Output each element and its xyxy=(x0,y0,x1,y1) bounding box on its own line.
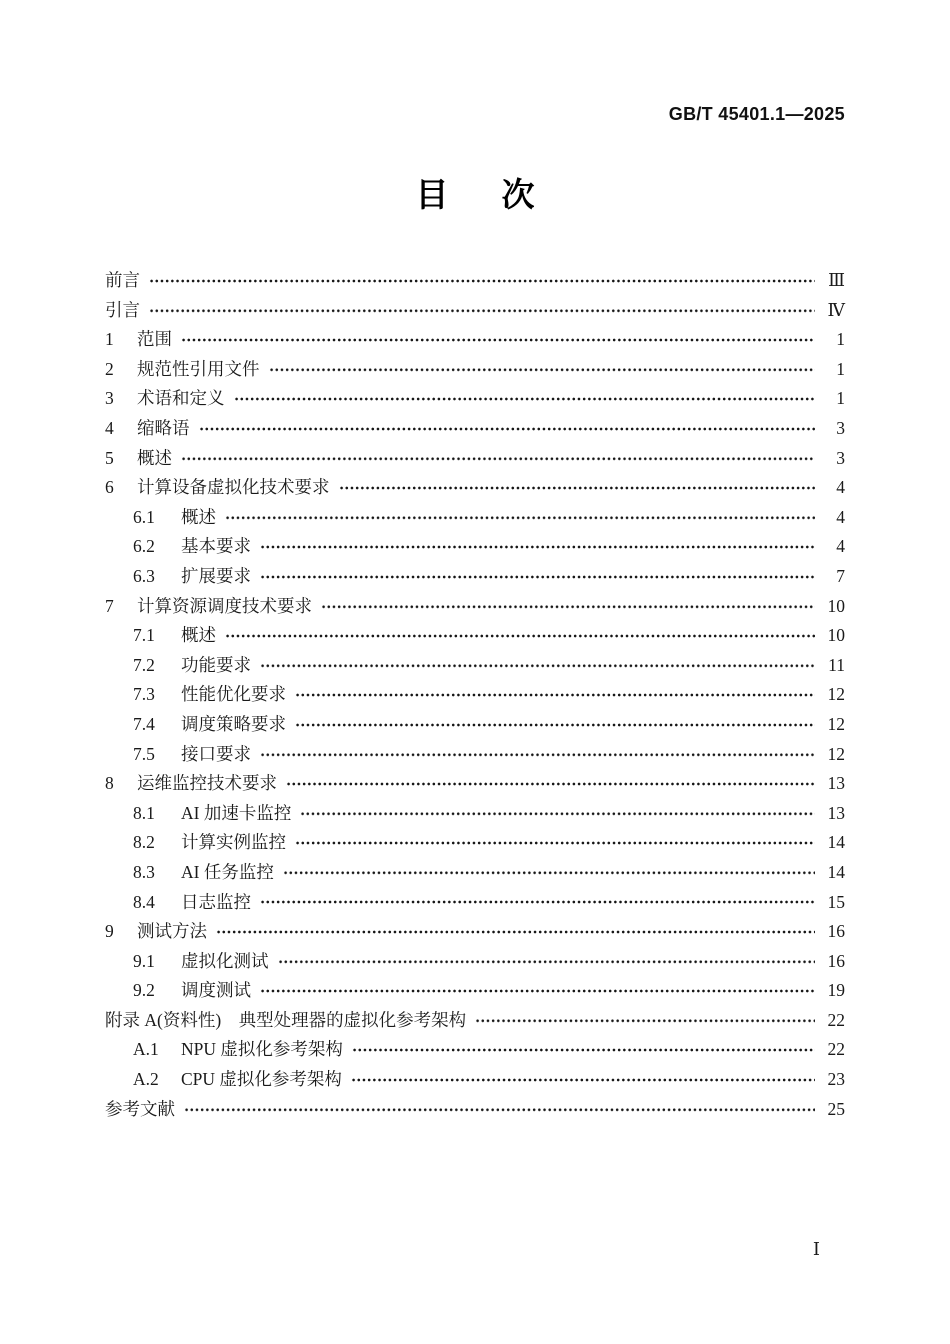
toc-entry-page: 15 xyxy=(827,891,845,912)
toc-row xyxy=(105,1095,845,1125)
toc-entry-number: 9 xyxy=(105,921,114,942)
toc-entry-number: 8.3 xyxy=(133,861,155,882)
toc-row xyxy=(105,887,845,917)
standard-number: GB/T 45401.1—2025 xyxy=(668,104,845,124)
toc-entry-page: 13 xyxy=(827,773,845,794)
toc-entry-number: 3 xyxy=(105,388,114,409)
toc-entry-label: 概述 xyxy=(181,506,216,527)
toc-entry-label: 调度策略要求 xyxy=(181,713,286,734)
dot-leader xyxy=(339,473,816,503)
toc-entry-number: 1 xyxy=(105,329,114,350)
folio-page-number: Ⅰ xyxy=(812,1239,820,1259)
dot-leader xyxy=(260,740,815,770)
toc-entry-number: 6.3 xyxy=(133,565,155,586)
toc-entry-page: 19 xyxy=(827,980,845,1001)
toc-entry-page: 14 xyxy=(827,832,845,853)
toc-entry-page: 10 xyxy=(827,625,845,646)
toc-entry-label: 前言 xyxy=(105,270,140,291)
toc-entry-number: A.1 xyxy=(133,1039,159,1060)
toc-row xyxy=(105,740,845,770)
dot-leader xyxy=(216,917,815,947)
toc-entry-label: 术语和定义 xyxy=(137,388,225,409)
dot-leader xyxy=(283,858,815,888)
toc-entry-label: 功能要求 xyxy=(181,654,251,675)
toc-entry-label: 虚拟化测试 xyxy=(181,950,269,971)
toc-entry-label: 基本要求 xyxy=(181,536,251,557)
toc-entry-page: 4 xyxy=(836,536,845,557)
toc-entry-page: 12 xyxy=(827,684,845,705)
dot-leader xyxy=(181,325,815,355)
toc-row xyxy=(105,976,845,1006)
dot-leader xyxy=(225,621,815,651)
toc-entry-number: 7.4 xyxy=(133,713,155,734)
toc-row xyxy=(105,296,845,326)
toc-entry-page: 1 xyxy=(836,358,845,379)
toc-entry-label: CPU 虚拟化参考架构 xyxy=(181,1069,342,1090)
toc-entry-label: 概述 xyxy=(181,625,216,646)
dot-leader xyxy=(295,828,815,858)
toc-entry-page: 23 xyxy=(827,1069,845,1090)
toc-entry-number: 8.4 xyxy=(133,891,155,912)
dot-leader xyxy=(278,947,816,977)
toc-row xyxy=(105,355,845,385)
toc-row xyxy=(105,325,845,355)
toc-entry-page: 25 xyxy=(827,1098,845,1119)
toc-row xyxy=(105,592,845,622)
toc-entry-label: 测试方法 xyxy=(137,921,207,942)
toc-entry-label: 性能优化要求 xyxy=(181,684,286,705)
toc-entry-label: AI 任务监控 xyxy=(181,861,274,882)
toc-entry-number: 7.5 xyxy=(133,743,155,764)
toc-entry-page: 1 xyxy=(836,329,845,350)
toc-entry-number: 8.2 xyxy=(133,832,155,853)
toc-entry-label: NPU 虚拟化参考架构 xyxy=(181,1039,343,1060)
toc-entry-page: 14 xyxy=(827,861,845,882)
toc-entry-label: 接口要求 xyxy=(181,743,251,764)
toc-entry-label: 范围 xyxy=(137,329,172,350)
toc-entry-page: 12 xyxy=(827,713,845,734)
toc-entry-label: 计算资源调度技术要求 xyxy=(137,595,312,616)
toc-entry-page: Ⅳ xyxy=(827,299,845,320)
dot-leader xyxy=(199,414,816,444)
toc-row xyxy=(105,1065,845,1095)
toc-entry-page: 16 xyxy=(827,921,845,942)
toc-entry-number: 8 xyxy=(105,773,114,794)
toc-entry-number: 4 xyxy=(105,418,114,439)
toc-entry-label: 计算设备虚拟化技术要求 xyxy=(137,477,330,498)
toc-row xyxy=(105,532,845,562)
dot-leader xyxy=(295,710,815,740)
toc-row xyxy=(105,828,845,858)
dot-leader xyxy=(260,651,815,681)
toc-row xyxy=(105,947,845,977)
toc-entry-label: 扩展要求 xyxy=(181,565,251,586)
dot-leader xyxy=(286,769,815,799)
dot-leader xyxy=(260,976,815,1006)
toc-row xyxy=(105,651,845,681)
toc-entry-page: 3 xyxy=(836,447,845,468)
toc-entry-label: 调度测试 xyxy=(181,980,251,1001)
toc-entry-label: 概述 xyxy=(137,447,172,468)
toc-entry-label: AI 加速卡监控 xyxy=(181,802,292,823)
toc-entry-number: A.2 xyxy=(133,1069,159,1090)
dot-leader xyxy=(269,355,816,385)
toc-entry-number: 8.1 xyxy=(133,802,155,823)
toc-entry-label: 附录 A(资料性) 典型处理器的虚拟化参考架构 xyxy=(105,1009,467,1030)
dot-leader xyxy=(475,1006,815,1036)
toc-entry-number: 7 xyxy=(105,595,114,616)
toc-row xyxy=(105,266,845,296)
toc-row xyxy=(105,1035,845,1065)
dot-leader xyxy=(260,887,815,917)
toc-entry-number: 7.1 xyxy=(133,625,155,646)
toc-entry-number: 2 xyxy=(105,358,114,379)
toc-entry-label: 计算实例监控 xyxy=(181,832,286,853)
toc-entry-page: 13 xyxy=(827,802,845,823)
toc-row xyxy=(105,503,845,533)
toc-row xyxy=(105,769,845,799)
dot-leader xyxy=(184,1095,815,1125)
dot-leader xyxy=(225,503,815,533)
toc-entry-number: 6.2 xyxy=(133,536,155,557)
dot-leader xyxy=(352,1035,815,1065)
toc-entry-number: 9.2 xyxy=(133,980,155,1001)
toc-row xyxy=(105,917,845,947)
toc-entry-page: 3 xyxy=(836,418,845,439)
toc-entry-label: 参考文献 xyxy=(105,1098,175,1119)
toc-entry-page: Ⅲ xyxy=(828,270,845,291)
toc-row xyxy=(105,680,845,710)
toc-entry-page: 10 xyxy=(827,595,845,616)
dot-leader xyxy=(149,266,815,296)
dot-leader xyxy=(295,680,815,710)
toc-row xyxy=(105,621,845,651)
toc-entry-label: 运维监控技术要求 xyxy=(137,773,277,794)
toc-entry-page: 12 xyxy=(827,743,845,764)
toc-row xyxy=(105,384,845,414)
toc-entry-page: 16 xyxy=(827,950,845,971)
toc-entry-number: 7.2 xyxy=(133,654,155,675)
toc-row xyxy=(105,473,845,503)
toc-entry-page: 11 xyxy=(828,654,845,675)
dot-leader xyxy=(260,532,815,562)
dot-leader xyxy=(300,799,815,829)
toc-entry-page: 1 xyxy=(836,388,845,409)
toc-entry-number: 7.3 xyxy=(133,684,155,705)
toc-entry-label: 缩略语 xyxy=(137,418,190,439)
dot-leader xyxy=(260,562,815,592)
dot-leader xyxy=(351,1065,815,1095)
toc-entry-number: 9.1 xyxy=(133,950,155,971)
toc-entry-number: 5 xyxy=(105,447,114,468)
dot-leader xyxy=(181,444,815,474)
toc-row xyxy=(105,414,845,444)
dot-leader xyxy=(321,592,815,622)
toc-entry-page: 7 xyxy=(836,565,845,586)
toc-entry-label: 规范性引用文件 xyxy=(137,358,260,379)
toc-entry-number: 6.1 xyxy=(133,506,155,527)
toc-list xyxy=(105,266,845,1124)
toc-entry-page: 4 xyxy=(836,506,845,527)
toc-entry-page: 4 xyxy=(836,477,845,498)
page-title: 目 次 xyxy=(415,178,545,214)
toc-entry-label: 引言 xyxy=(105,299,140,320)
toc-row xyxy=(105,710,845,740)
toc-entry-label: 日志监控 xyxy=(181,891,251,912)
toc-row xyxy=(105,1006,845,1036)
dot-leader xyxy=(149,296,815,326)
toc-entry-page: 22 xyxy=(827,1009,845,1030)
toc-row xyxy=(105,444,845,474)
toc-row xyxy=(105,858,845,888)
dot-leader xyxy=(234,384,816,414)
toc-entry-page: 22 xyxy=(827,1039,845,1060)
toc-row xyxy=(105,799,845,829)
toc-row xyxy=(105,562,845,592)
toc-entry-number: 6 xyxy=(105,477,114,498)
